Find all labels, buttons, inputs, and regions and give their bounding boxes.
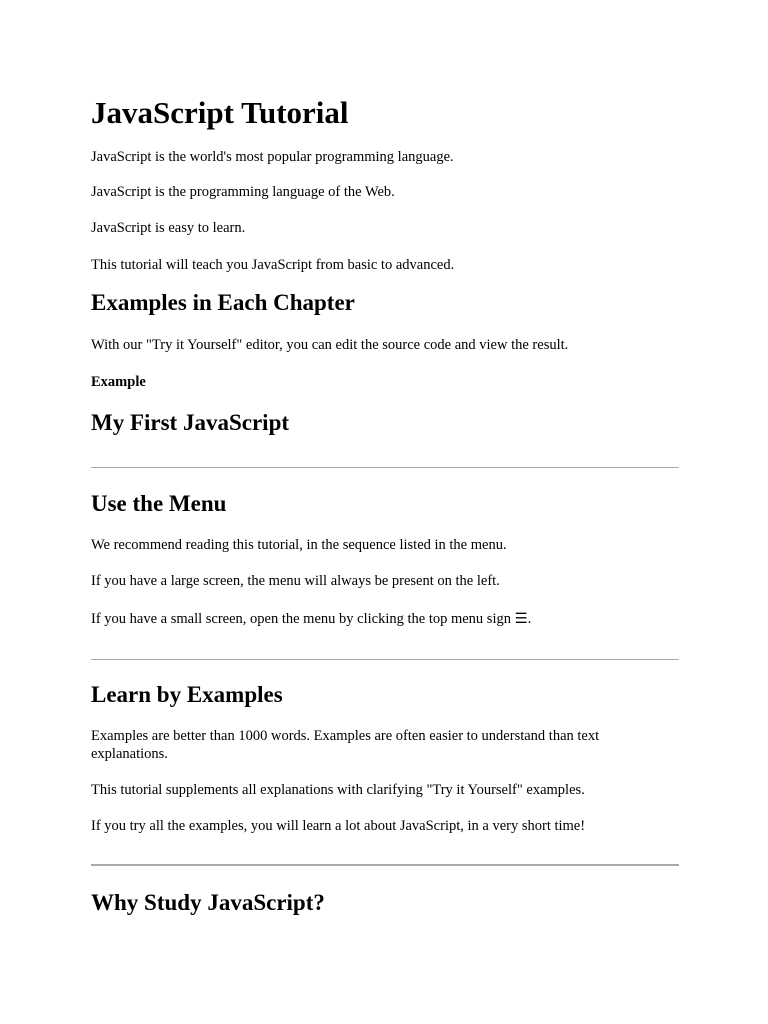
divider <box>91 864 679 866</box>
examples-heading: Examples in Each Chapter <box>91 290 355 315</box>
examples-paragraph: With our "Try it Yourself" editor, you can edit the source code and view the result. <box>91 337 569 353</box>
example-label: Example <box>91 374 146 390</box>
learn-paragraph: Examples are better than 1000 words. Examples are often easier to understand than text explanations. <box>91 728 600 762</box>
intro-paragraph: JavaScript is the world's most popular programming language. <box>91 149 454 165</box>
divider <box>91 467 679 468</box>
learn-heading: Learn by Examples <box>91 682 283 707</box>
why-heading: Why Study JavaScript? <box>91 890 325 915</box>
intro-paragraph: This tutorial will teach you JavaScript from basic to advanced. <box>91 257 455 273</box>
menu-paragraph: We recommend reading this tutorial, in the sequence listed in the menu. <box>91 537 507 553</box>
menu-paragraph: If you have a large screen, the menu will always be present on the left. <box>91 573 500 589</box>
example-output-heading: My First JavaScript <box>91 410 290 435</box>
intro-paragraph: JavaScript is easy to learn. <box>91 220 246 236</box>
learn-paragraph: This tutorial supplements all explanations with clarifying "Try it Yourself" examples. <box>91 782 585 798</box>
menu-paragraph: If you have a small screen, open the menu by clicking the top menu sign ☰. <box>91 611 532 627</box>
divider <box>91 659 679 660</box>
page-title: JavaScript Tutorial <box>91 95 349 130</box>
menu-heading: Use the Menu <box>91 491 227 516</box>
learn-paragraph: If you try all the examples, you will learn a lot about JavaScript, in a very short time! <box>91 818 586 834</box>
intro-paragraph: JavaScript is the programming language of the Web. <box>91 184 395 200</box>
